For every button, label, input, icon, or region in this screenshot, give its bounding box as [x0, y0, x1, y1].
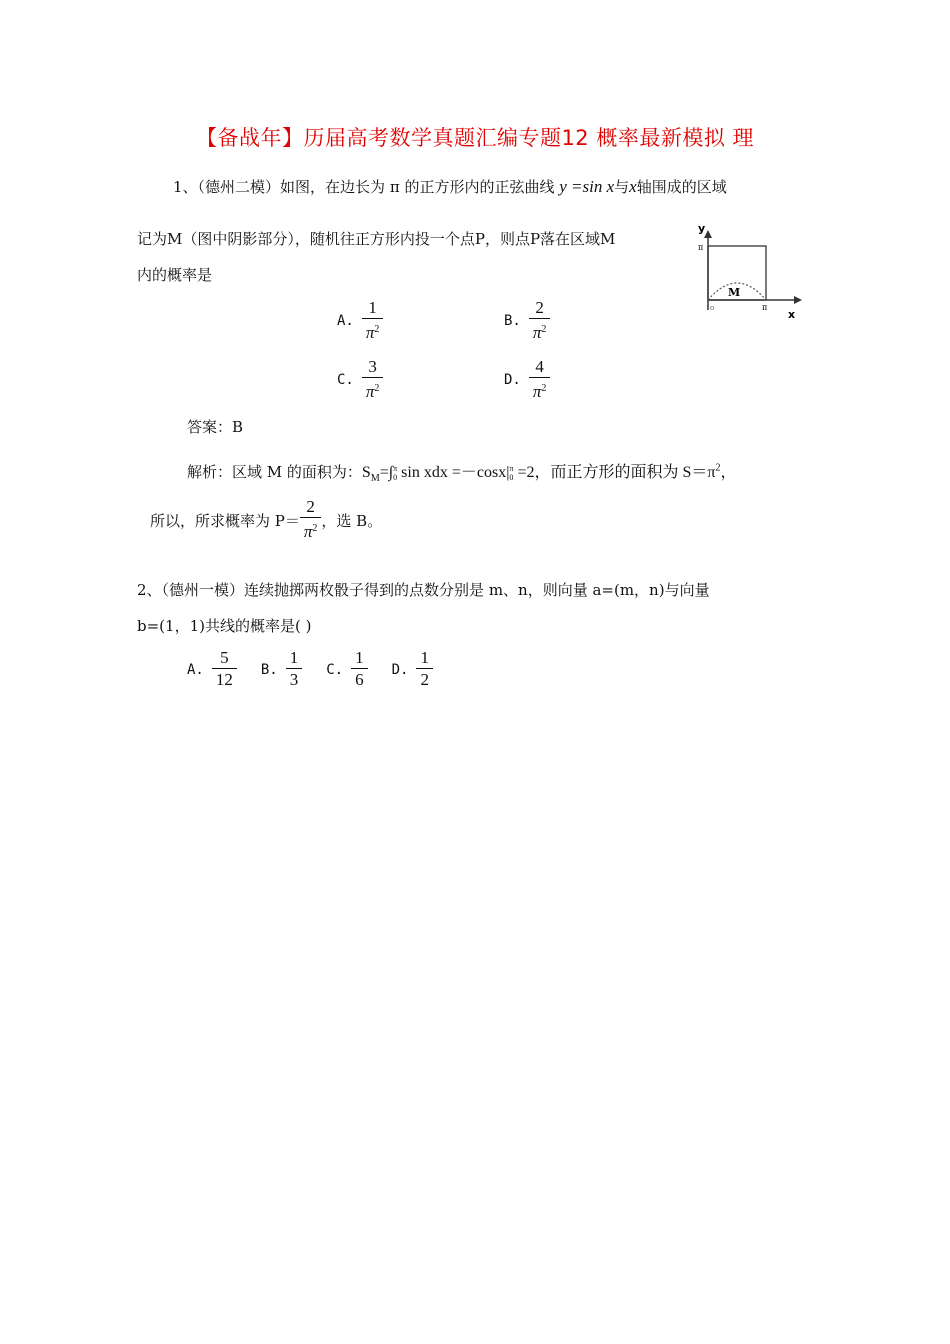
fraction-numerator: 5 [220, 648, 229, 667]
conclusion-end: ，选 B。 [321, 511, 383, 530]
q1-math-sin: y =sin x [559, 177, 615, 196]
q2-options [187, 648, 433, 691]
q1-answer: 答案：B [187, 418, 244, 436]
fraction-denominator: 3 [286, 668, 303, 691]
q2-option-a [187, 648, 237, 691]
fraction-denominator: 12 [212, 668, 237, 691]
q2-option-b [261, 648, 302, 691]
fraction-denominator [362, 377, 384, 403]
option-label: A. [187, 661, 204, 678]
option-label: C. [337, 372, 354, 388]
area-subscript: M [370, 473, 380, 485]
fraction-numerator: 1 [368, 298, 377, 317]
integral-lower: 0 [393, 473, 398, 483]
fraction-numerator: 2 [535, 298, 544, 317]
eval-upper: π [509, 464, 514, 474]
integrand: sin xdx =－cosx| [397, 464, 510, 481]
figure-region-label: M [728, 286, 741, 299]
fraction-denominator-base: π [365, 323, 375, 342]
figure-origin: o [710, 304, 715, 312]
option-label: C. [326, 661, 344, 678]
q1-option-a [337, 298, 383, 344]
fraction-denominator [529, 377, 551, 403]
q1-line1-text-b: 轴围成的区域 [636, 178, 727, 196]
option-label: A. [337, 313, 354, 329]
fraction [212, 648, 237, 691]
conclusion-fraction [300, 497, 322, 543]
fraction-numerator: 2 [306, 497, 315, 516]
figure-y-label: y [698, 222, 706, 235]
option-label: D. [391, 661, 409, 678]
figure-pi-y: π [698, 243, 704, 252]
q1-line1 [173, 176, 727, 197]
fraction-numerator: 1 [289, 648, 299, 667]
document-title: 【备战年】历届高考数学真题汇编专题12 概率最新模拟 理 [195, 126, 755, 150]
q2-line2: b=(1，1)共线的概率是( ) [137, 617, 312, 635]
fraction [286, 648, 303, 691]
fraction-denominator-base: π [365, 382, 375, 401]
fraction-denominator [529, 318, 551, 344]
analysis-text: 解析：区域 M 的面积为： [187, 463, 362, 482]
integral-upper: π [393, 464, 398, 474]
analysis-result: =2，而正方形的面积为 S＝π [513, 464, 716, 481]
q1-conclusion [150, 497, 382, 543]
integral-sign: =∫ [379, 464, 394, 481]
fraction-numerator: 1 [420, 648, 429, 667]
q1-line1-text-a: 1、（德州二模）如图，在边长为 π 的正方形内的正弦曲线 [173, 178, 555, 196]
q1-math-x: x [629, 177, 637, 196]
q2-line1: 2、（德州一模）连续抛掷两枚骰子得到的点数分别是 m、n，则向量 a=(m，n)与向量 [137, 581, 710, 599]
fraction [351, 648, 368, 691]
q1-line1-mid: 与 [614, 178, 630, 196]
fraction-exponent: 2 [374, 324, 380, 335]
analysis-end: ， [720, 464, 737, 481]
fraction-denominator: 6 [351, 668, 368, 691]
y-axis-arrow [704, 230, 712, 238]
fraction-denominator: 2 [416, 668, 433, 691]
fraction [362, 357, 384, 403]
fraction-numerator: 4 [535, 357, 544, 376]
option-label: B. [504, 313, 521, 329]
conclusion-text: 所以，所求概率为 P＝ [150, 511, 300, 530]
fraction-numerator: 1 [355, 648, 364, 667]
fraction-denominator [300, 517, 322, 543]
fraction-exponent: 2 [541, 383, 547, 394]
fraction [529, 298, 551, 344]
option-label: D. [504, 372, 521, 388]
q1-option-d [504, 357, 550, 403]
q1-line2: 记为M（图中阴影部分），随机往正方形内投一个点P，则点P落在区域M [137, 230, 616, 248]
x-axis-arrow [794, 296, 802, 304]
fraction-exponent: 2 [312, 523, 318, 534]
fraction [529, 357, 551, 403]
q1-analysis [187, 459, 736, 484]
q1-line3: 内的概率是 [137, 266, 213, 284]
fraction-exponent: 2 [374, 383, 380, 394]
square-exponent: 2 [715, 462, 721, 474]
fraction-denominator-base: π [532, 323, 542, 342]
fraction [416, 648, 433, 691]
fraction [362, 298, 384, 344]
q1-option-b [504, 298, 550, 344]
sine-region-figure [690, 222, 808, 322]
q2-option-c [326, 648, 367, 691]
q2-option-d [392, 648, 433, 691]
fraction-exponent: 2 [541, 324, 547, 335]
area-symbol: S [361, 464, 371, 481]
option-label: B. [260, 661, 278, 678]
figure-pi-x: π [762, 303, 768, 312]
fraction-numerator: 3 [368, 357, 377, 376]
q1-option-c [337, 357, 383, 403]
figure-x-label: x [788, 308, 796, 321]
fraction-denominator-base: π [303, 522, 313, 541]
eval-lower: 0 [509, 473, 514, 483]
fraction-denominator [362, 318, 384, 344]
analysis-formula [362, 459, 737, 484]
fraction-denominator-base: π [532, 382, 542, 401]
